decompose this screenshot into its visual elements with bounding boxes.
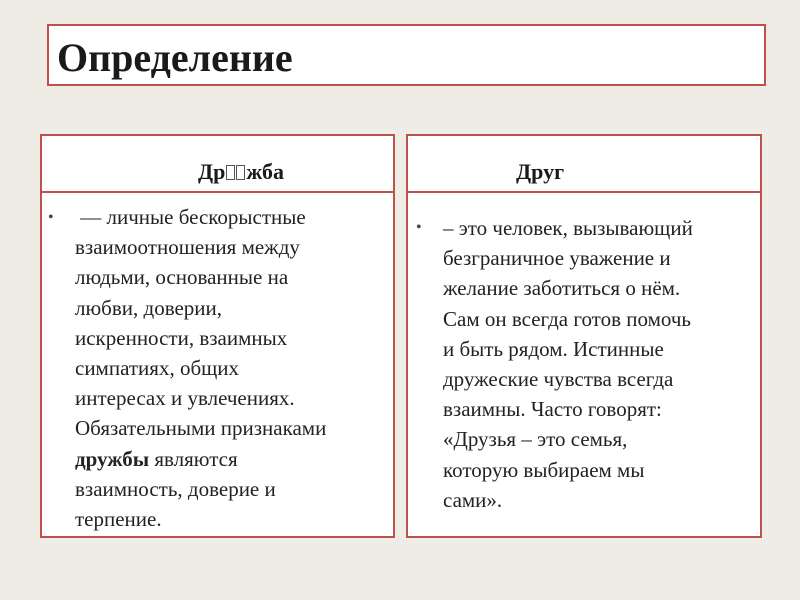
bullet-icon: • [48,209,54,226]
slide-title: Определение [57,35,293,80]
bullet-icon: • [416,219,422,236]
text-line: симпатиях, общих [75,356,240,381]
text-line: Обязательными признаками [75,416,327,441]
missing-glyph-box [236,165,245,180]
text-fragment: являются [149,446,238,471]
card-friend-heading: Друг [516,159,565,184]
text-line: сами». [443,487,503,512]
card-friend-body [443,213,759,515]
text-line: и быть рядом. Истинные [443,336,664,361]
text-line: желание заботиться о нём. [443,276,681,301]
text-line: интересах и увлечениях. [75,386,295,411]
text-line: Сам он всегда готов помочь [443,306,691,331]
text-line: терпение. [75,507,162,532]
text-line: безграничное уважение и [443,246,671,271]
card-friend [406,134,762,538]
text-line: искренности, взаимных [75,325,288,350]
card-friendship-heading [198,159,284,185]
text-line: «Друзья – это семья, [443,427,628,452]
bold-term: дружбы [75,446,150,471]
text-line: – это человек, вызывающий [443,216,693,240]
text-line: которую выбираем мы [443,457,645,482]
text-line: дружеские чувства всегда [443,367,674,392]
card-friendship-body [75,202,390,534]
text-line: любви, доверии, [75,295,223,320]
text-line: взаимны. Часто говорят: [443,397,662,422]
card-friend-header [408,136,760,193]
missing-glyph-box [226,165,235,180]
card-friendship [40,134,395,538]
heading-friendship-text-end: жба [246,159,285,184]
card-friendship-header [42,136,393,193]
text-line: — личные бескорыстные [75,205,306,229]
text-line: взаимоотношения между [75,235,300,260]
text-line [75,444,390,474]
heading-friendship-text: Др [198,159,226,184]
text-line: людьми, основанные на [75,265,289,290]
text-line: взаимность, доверие и [75,476,276,501]
title-box [47,24,766,86]
